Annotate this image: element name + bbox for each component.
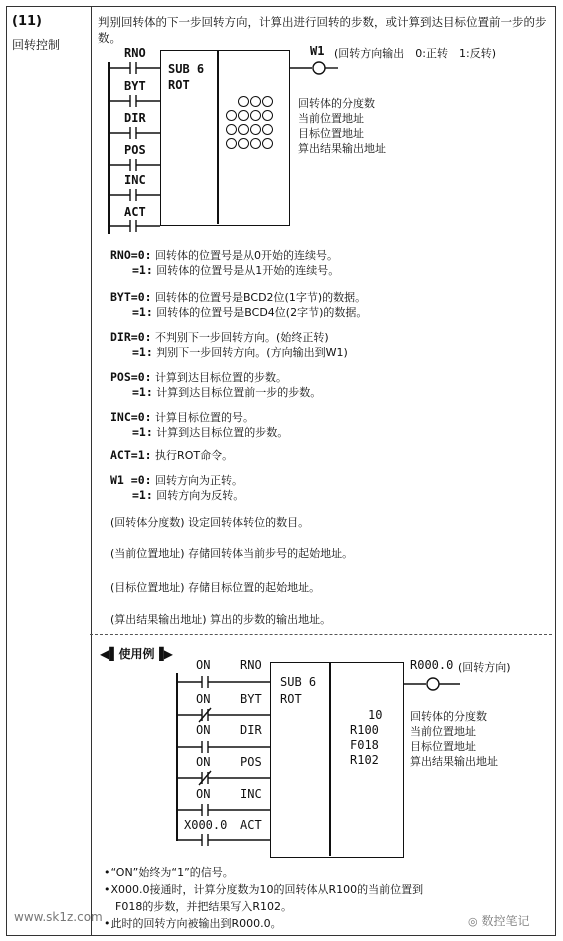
section-name: 回转控制 <box>12 38 61 52</box>
param-placeholders <box>226 92 286 148</box>
contact-signal: ON <box>196 692 211 706</box>
wechat-icon: ◎ <box>468 915 478 928</box>
param-label: 算出结果输出地址 <box>298 142 386 155</box>
param-value: R100 <box>350 723 379 737</box>
watermark-logo: ◎ 数控笔记 <box>468 914 530 928</box>
contact-name: INC <box>240 787 262 801</box>
note-item: (当前位置地址) 存储回转体当前步号的起始地址。 <box>110 547 354 560</box>
input-label: POS <box>124 143 146 157</box>
contact-signal: ON <box>196 755 211 769</box>
function-name: ROT <box>280 692 302 706</box>
note-item: (回转体分度数) 设定回转体转位的数目。 <box>110 516 310 529</box>
output-note: (回转方向输出 0:正转 1:反转) <box>334 47 496 60</box>
note-item: (算出结果输出地址) 算出的步数的输出地址。 <box>110 613 332 626</box>
example-bullet: F018的步数，并把结果写入R102。 <box>104 900 292 913</box>
input-label: INC <box>124 173 146 187</box>
definition-item: POS=0: 计算到达目标位置的步数。 =1: 计算到达目标位置前一步的步数。 <box>110 370 322 399</box>
output-coil <box>290 58 340 78</box>
contact-name: DIR <box>240 723 262 737</box>
section-divider <box>90 634 552 635</box>
note-item: (目标位置地址) 存储目标位置的起始地址。 <box>110 581 321 594</box>
function-number: SUB 6 <box>280 675 317 689</box>
contact-signal: ON <box>196 658 211 672</box>
example-marker-icon: ▐▶ <box>154 647 173 661</box>
function-name: ROT <box>168 78 190 92</box>
output-note: (回转方向) <box>458 661 511 674</box>
example-marker-icon: ◀▌ <box>100 647 119 661</box>
param-value: R102 <box>350 753 379 767</box>
output-coil <box>404 674 462 694</box>
example-bullet: •“ON”始终为“1”的信号。 <box>104 866 234 879</box>
input-label: RNO <box>124 46 146 60</box>
input-label: BYT <box>124 79 146 93</box>
contact-signal: ON <box>196 787 211 801</box>
output-label: W1 <box>310 44 325 58</box>
param-label: 算出结果输出地址 <box>410 755 498 768</box>
contact-name: RNO <box>240 658 262 672</box>
contact-name: ACT <box>240 818 262 832</box>
param-label: 目标位置地址 <box>298 127 364 140</box>
definition-item: DIR=0: 不判别下一步回转方向。(始终正转) =1: 判别下一步回转方向。(方向输出到W1) <box>110 330 348 359</box>
definition-item: BYT=0: 回转体的位置号是BCD2位(1字节)的数据。 =1: 回转体的位置号是BCD4位(2字节)的数据。 <box>110 290 368 319</box>
definition-item: INC=0: 计算目标位置的号。 =1: 计算到达目标位置的步数。 <box>110 410 289 439</box>
param-label: 目标位置地址 <box>410 740 476 753</box>
output-label: R000.0 <box>410 658 454 672</box>
function-number: SUB 6 <box>168 62 205 76</box>
definition-item: RNO=0: 回转体的位置号是从0开始的连续号。 =1: 回转体的位置号是从1开始的连续号。 <box>110 248 340 277</box>
input-label: DIR <box>124 111 146 125</box>
param-value: 10 <box>368 708 383 722</box>
contact-signal: X000.0 <box>184 818 228 832</box>
example-title: ◀▌使用例▐▶ <box>100 647 173 661</box>
param-label: 回转体的分度数 <box>410 710 487 723</box>
section-intro: 判别回转体的下一步回转方向，计算出进行回转的步数，或计算到达目标位置前一步的步数。 <box>98 15 547 45</box>
contact-symbols <box>170 670 270 846</box>
param-label: 回转体的分度数 <box>298 97 375 110</box>
param-label: 当前位置地址 <box>410 725 476 738</box>
contact-name: POS <box>240 755 262 769</box>
example-bullet: •X000.0接通时，计算分度数为10的回转体从R100的当前位置到 <box>104 883 424 896</box>
example-bullet: •此时的回转方向被输出到R000.0。 <box>104 917 282 930</box>
param-label: 当前位置地址 <box>298 112 364 125</box>
input-label: ACT <box>124 205 146 219</box>
contact-signal: ON <box>196 723 211 737</box>
section-number: (11) <box>12 14 42 29</box>
column-divider <box>91 7 92 935</box>
definition-item: ACT=1: 执行ROT命令。 <box>110 448 234 462</box>
watermark-url: www.sk1z.com <box>14 910 103 924</box>
definition-item: W1 =0: 回转方向为正转。 =1: 回转方向为反转。 <box>110 473 245 502</box>
contact-name: BYT <box>240 692 262 706</box>
param-value: F018 <box>350 738 379 752</box>
